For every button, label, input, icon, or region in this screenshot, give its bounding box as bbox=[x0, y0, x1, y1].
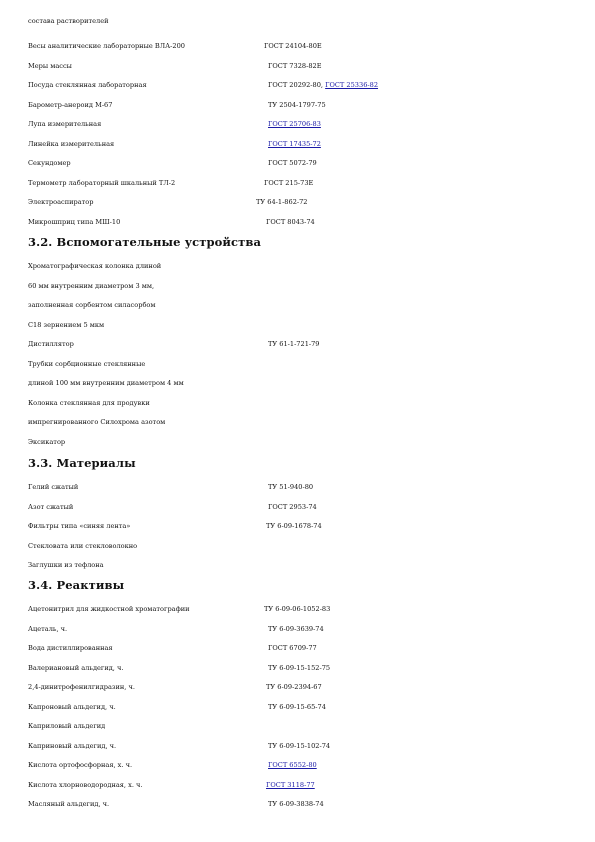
item-standard bbox=[268, 138, 321, 150]
item-standard bbox=[256, 196, 308, 208]
standard-text: ГОСТ 24104-80Е bbox=[264, 42, 322, 50]
item-name: Каприловый альдегид bbox=[28, 722, 106, 730]
continuation-text: состава растворителей bbox=[28, 17, 109, 25]
item-standard bbox=[264, 40, 322, 52]
standard-text: ТУ 6-09-1678-74 bbox=[266, 522, 322, 530]
item-name: Микрошприц типа МШ-10 bbox=[28, 218, 121, 226]
list-item bbox=[28, 779, 587, 791]
list-item bbox=[28, 759, 587, 771]
standard-text: ТУ 6-09-15-152-75 bbox=[268, 664, 331, 672]
list-item bbox=[28, 338, 587, 350]
item-name: 2,4-динитрофенилгидразин, ч. bbox=[28, 683, 135, 691]
list-item bbox=[28, 540, 587, 552]
list-item bbox=[28, 623, 587, 635]
list-item bbox=[28, 40, 587, 52]
item-name: Трубки сорбционные стеклянные bbox=[28, 360, 146, 368]
list-item bbox=[28, 260, 587, 272]
item-name: Хроматографическая колонка длиной bbox=[28, 262, 162, 270]
item-standard bbox=[266, 520, 322, 532]
item-name: Кислота хлорноводородная, х. ч. bbox=[28, 781, 143, 789]
item-standard bbox=[268, 740, 330, 752]
list-item bbox=[28, 603, 587, 615]
item-name: Ацеталь, ч. bbox=[28, 625, 68, 633]
item-name: Азот сжатый bbox=[28, 503, 74, 511]
list-item bbox=[28, 60, 587, 72]
standard-link[interactable]: ГОСТ 17435-72 bbox=[268, 140, 321, 148]
item-name: Термометр лабораторный шкальный ТЛ-2 bbox=[28, 179, 176, 187]
item-name: Секундомер bbox=[28, 159, 71, 167]
item-standard bbox=[268, 79, 378, 91]
list-item bbox=[28, 720, 587, 732]
standard-text: ТУ 2504-1797-75 bbox=[268, 101, 326, 109]
standard-text: ГОСТ 2953-74 bbox=[268, 503, 317, 511]
item-standard bbox=[268, 118, 321, 130]
standard-text: ГОСТ 6709-77 bbox=[268, 644, 317, 652]
section-heading: 3.3. Материалы bbox=[28, 456, 136, 470]
list-item bbox=[28, 681, 587, 693]
standard-link[interactable]: ГОСТ 6552-80 bbox=[268, 761, 317, 769]
list-item bbox=[28, 559, 587, 571]
item-name: Барометр-анероид М-67 bbox=[28, 101, 113, 109]
item-standard bbox=[268, 99, 326, 111]
standard-link[interactable]: ГОСТ 3118-77 bbox=[266, 781, 315, 789]
item-standard bbox=[268, 338, 320, 350]
item-name: Вода дистиллированная bbox=[28, 644, 113, 652]
item-standard bbox=[268, 501, 317, 513]
list-item bbox=[28, 520, 587, 532]
item-name: Капроновый альдегид, ч. bbox=[28, 703, 116, 711]
item-name: 60 мм внутренним диаметром 3 мм, bbox=[28, 282, 155, 290]
continuation-line bbox=[28, 15, 587, 27]
item-standard bbox=[264, 603, 330, 615]
item-name: Дистиллятор bbox=[28, 340, 74, 348]
list-item bbox=[28, 118, 587, 130]
standard-text: ТУ 6-09-15-102-74 bbox=[268, 742, 331, 750]
item-standard bbox=[268, 481, 313, 493]
standard-text: ТУ 6-09-3838-74 bbox=[268, 800, 324, 808]
item-standard bbox=[268, 759, 317, 771]
item-standard bbox=[268, 701, 326, 713]
standard-text: ГОСТ 8043-74 bbox=[266, 218, 315, 226]
item-name: Посуда стеклянная лабораторная bbox=[28, 81, 147, 89]
standard-text: ТУ 51-940-80 bbox=[268, 483, 314, 491]
item-name: С18 зернением 5 мкм bbox=[28, 321, 105, 329]
item-standard bbox=[268, 642, 317, 654]
item-standard bbox=[266, 216, 315, 228]
list-item bbox=[28, 397, 587, 409]
item-name: Меры массы bbox=[28, 62, 72, 70]
item-standard bbox=[268, 662, 330, 674]
standard-text: ГОСТ 7328-82Е bbox=[268, 62, 322, 70]
list-item bbox=[28, 501, 587, 513]
standard-text: ГОСТ 215-73Е bbox=[264, 179, 314, 187]
list-item bbox=[28, 216, 587, 228]
standard-text: ТУ 64-1-862-72 bbox=[256, 198, 308, 206]
item-name: Ацетонитрил для жидкостной хроматографии bbox=[28, 605, 190, 613]
item-standard bbox=[266, 681, 322, 693]
item-name: Электроаспиратор bbox=[28, 198, 94, 206]
item-name: Заглушки из тефлона bbox=[28, 561, 104, 569]
item-name: Кислота ортофосфорная, х. ч. bbox=[28, 761, 133, 769]
item-name: Колонка стеклянная для продувки bbox=[28, 399, 150, 407]
item-name: Лупа измерительная bbox=[28, 120, 102, 128]
list-item bbox=[28, 79, 587, 91]
list-item bbox=[28, 642, 587, 654]
item-name: Валериановый альдегид, ч. bbox=[28, 664, 124, 672]
item-name: заполненная сорбентом силасорбом bbox=[28, 301, 156, 309]
standard-text: ТУ 6-09-2394-67 bbox=[266, 683, 322, 691]
list-item bbox=[28, 662, 587, 674]
standard-link[interactable]: ГОСТ 25706-83 bbox=[268, 120, 321, 128]
list-item bbox=[28, 177, 587, 189]
item-name: длиной 100 мм внутренним диаметром 4 мм bbox=[28, 379, 184, 387]
item-standard bbox=[268, 157, 317, 169]
list-item bbox=[28, 740, 587, 752]
item-name: Линейка измерительная bbox=[28, 140, 115, 148]
list-item bbox=[28, 319, 587, 331]
item-standard bbox=[264, 177, 313, 189]
item-name: импрегнированного Силохрома азотом bbox=[28, 418, 166, 426]
list-item bbox=[28, 299, 587, 311]
item-name: Масляный альдегид, ч. bbox=[28, 800, 110, 808]
list-item bbox=[28, 798, 587, 810]
item-name: Эксикатор bbox=[28, 438, 66, 446]
standard-text: ТУ 6-09-15-65-74 bbox=[268, 703, 326, 711]
list-item bbox=[28, 701, 587, 713]
list-item bbox=[28, 377, 587, 389]
standard-text: ТУ 61-1-721-79 bbox=[268, 340, 320, 348]
item-standard bbox=[266, 779, 315, 791]
item-standard bbox=[268, 798, 324, 810]
item-name: Стекловата или стекловолокно bbox=[28, 542, 138, 550]
standard-link[interactable]: ГОСТ 25336-82 bbox=[325, 81, 379, 89]
standard-text: ГОСТ 20292-80, bbox=[268, 81, 326, 89]
item-name: Фильтры типа «синяя лента» bbox=[28, 522, 131, 530]
item-name: Весы аналитические лабораторные ВЛА-200 bbox=[28, 42, 185, 50]
list-item bbox=[28, 157, 587, 169]
item-standard bbox=[268, 623, 324, 635]
section-heading: 3.2. Вспомогательные устройства bbox=[28, 235, 262, 249]
item-name: Гелий сжатый bbox=[28, 483, 79, 491]
standard-text: ГОСТ 5072-79 bbox=[268, 159, 317, 167]
list-item bbox=[28, 138, 587, 150]
list-item bbox=[28, 481, 587, 493]
list-item bbox=[28, 358, 587, 370]
standard-text: ТУ 6-09-06-1052-83 bbox=[264, 605, 331, 613]
section-heading: 3.4. Реактивы bbox=[28, 578, 125, 592]
list-item bbox=[28, 280, 587, 292]
item-name: Каприновый альдегид, ч. bbox=[28, 742, 117, 750]
list-item bbox=[28, 99, 587, 111]
item-standard bbox=[268, 60, 322, 72]
list-item bbox=[28, 436, 587, 448]
list-item bbox=[28, 416, 587, 428]
standard-text: ТУ 6-09-3639-74 bbox=[268, 625, 324, 633]
list-item bbox=[28, 196, 587, 208]
